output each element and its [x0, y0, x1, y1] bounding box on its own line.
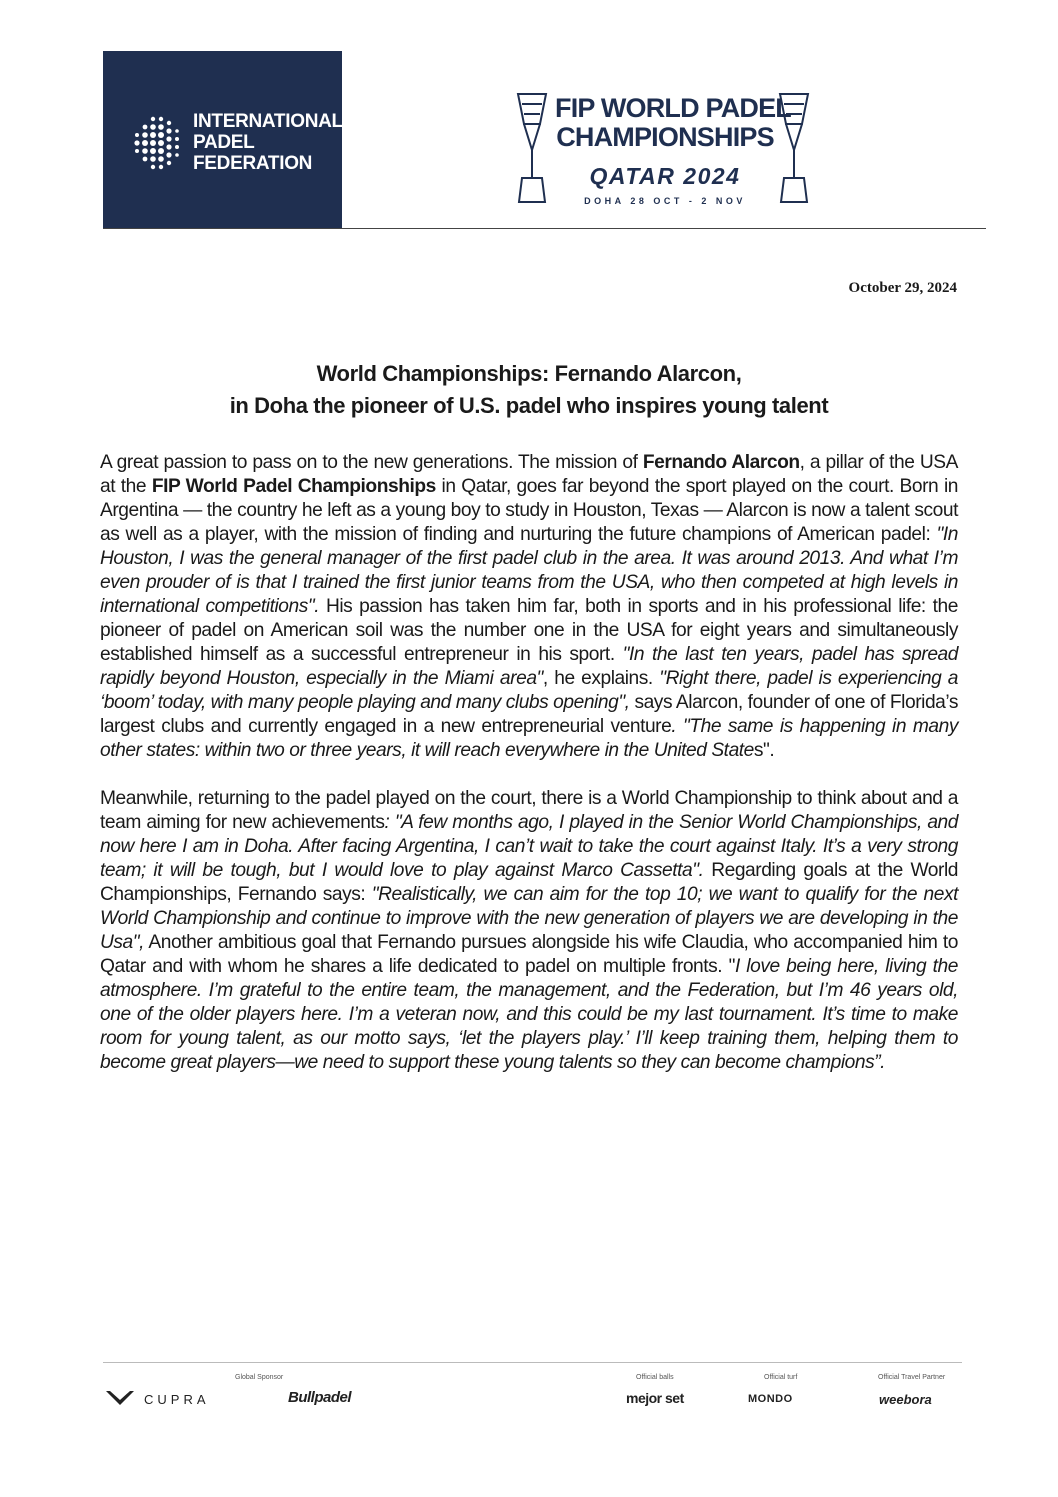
- bullpadel-logo: Bullpadel: [288, 1389, 352, 1406]
- quote-text: "Right there, padel is experiencing a ‘boom’ today, with many people playing and many clubs opening",: [100, 668, 958, 713]
- quote-text: "In the last ten years, padel has spread rapidly beyond Houston, especially in the Miami area": [100, 644, 959, 689]
- press-release-date: October 29, 2024: [848, 280, 957, 296]
- bold-text: Fernando Alarcon: [642, 452, 800, 473]
- text-run: A great passion to pass on to the new generations. The mission of: [100, 452, 643, 473]
- official-balls-label: Official balls: [636, 1374, 674, 1381]
- paragraph: [100, 787, 958, 1075]
- global-sponsor-label: Global Sponsor: [235, 1374, 284, 1381]
- official-travel-label: Official Travel Partner: [878, 1374, 946, 1381]
- event-location: QATAR 2024: [589, 163, 741, 189]
- event-dates: DOHA 28 OCT - 2 NOV: [584, 196, 746, 206]
- text-run: , a pillar of the USA at the: [100, 452, 958, 497]
- text-run: Meanwhile, returning to the padel played on the court, there is a World Championship to think about and a team aiming for new achievements: [100, 788, 958, 833]
- paragraph: [100, 451, 958, 763]
- text-run: Regarding goals at the World Championships, Fernando says:: [100, 860, 958, 905]
- headline-line1: World Championships: Fernando Alarcon,: [316, 361, 742, 386]
- cupra-emblem-icon: [106, 1391, 134, 1405]
- federation-logo-block: [103, 51, 342, 228]
- headline: [100, 358, 958, 422]
- text-run: s".: [753, 740, 775, 761]
- mejorset-logo: mejor set: [626, 1390, 684, 1406]
- quote-text: . "The same is happening in many other states: within two or three years, it will reach everywhere in the United State: [100, 716, 958, 761]
- article-body: [100, 451, 958, 1075]
- event-title-line1: FIP WORLD PADEL: [555, 93, 791, 123]
- text-run: says Alarcon, founder of one of Florida’s largest clubs and currently engaged in a new entrepreneurial venture: [100, 692, 959, 737]
- text-run: , he explains.: [542, 668, 660, 689]
- cupra-logo: CUPRA: [144, 1392, 210, 1407]
- mondo-logo: MONDO: [748, 1393, 793, 1405]
- footer-divider: [103, 1362, 962, 1363]
- quote-text: : "A few months ago, I played in the Senior World Championships, and now here I am in Doha. After facing Argentina, I can’t wait to take the court against Italy. It’s a very strong team; it will be tough, but I would love to play against Marco Cassetta".: [100, 812, 958, 881]
- official-turf-label: Official turf: [764, 1374, 798, 1381]
- quote-text: "Realistically, we can aim for the top 10; we want to qualify for the next World Championship and continue to improve with the new generation of players we are developing in the Usa",: [100, 884, 958, 953]
- weebora-logo: weebora: [879, 1392, 932, 1407]
- text-run: His passion has taken him far, both in sports and in his professional life: the pioneer of padel on American soil was the number one in the USA for eight years and simultaneously established himself as a successful entrepreneur in his sport.: [100, 596, 958, 665]
- federation-name: INTERNATIONAL PADEL FEDERATION: [193, 111, 343, 174]
- event-title-line2: CHAMPIONSHIPS: [556, 122, 774, 152]
- text-run: Another ambitious goal that Fernando pursues alongside his wife Claudia, who accompanied him to Qatar and with whom he shares a life dedicated to padel on multiple fronts. ": [100, 932, 958, 977]
- quote-text: I love being here, living the atmosphere. I’m grateful to the entire team, the management, and the Federation, but I’m 46 years old, one of the older players here. I’m a veteran now, and this could be my last tournament. It’s time to make room for young talent, as our motto says, ‘let the players play.’ I’ll keep training them, helping them to become great players—we need to support these young talents so they can become champions”.: [100, 956, 958, 1073]
- trophy-icon: [512, 90, 552, 205]
- text-run: in Qatar, goes far beyond the sport played on the court. Born in Argentina — the country he left as a young boy to study in Houston, Texas — Alarcon is now a talent scout as well as a player, with the mission of finding and nurturing the future champions of American padel:: [100, 476, 958, 545]
- header-divider: [103, 228, 986, 229]
- padel-racket-dots-icon: [129, 111, 187, 175]
- headline-line2: in Doha the pioneer of U.S. padel who inspires young talent: [229, 393, 829, 418]
- bold-text: FIP World Padel Championships: [151, 476, 436, 497]
- championships-logo: [512, 90, 812, 210]
- quote-text: "In Houston, I was the general manager of the first padel club in the area. It was around 2013. And what I’m even prouder of is that I trained the first junior teams from the USA, who then competed at high levels in international competitions".: [100, 524, 958, 617]
